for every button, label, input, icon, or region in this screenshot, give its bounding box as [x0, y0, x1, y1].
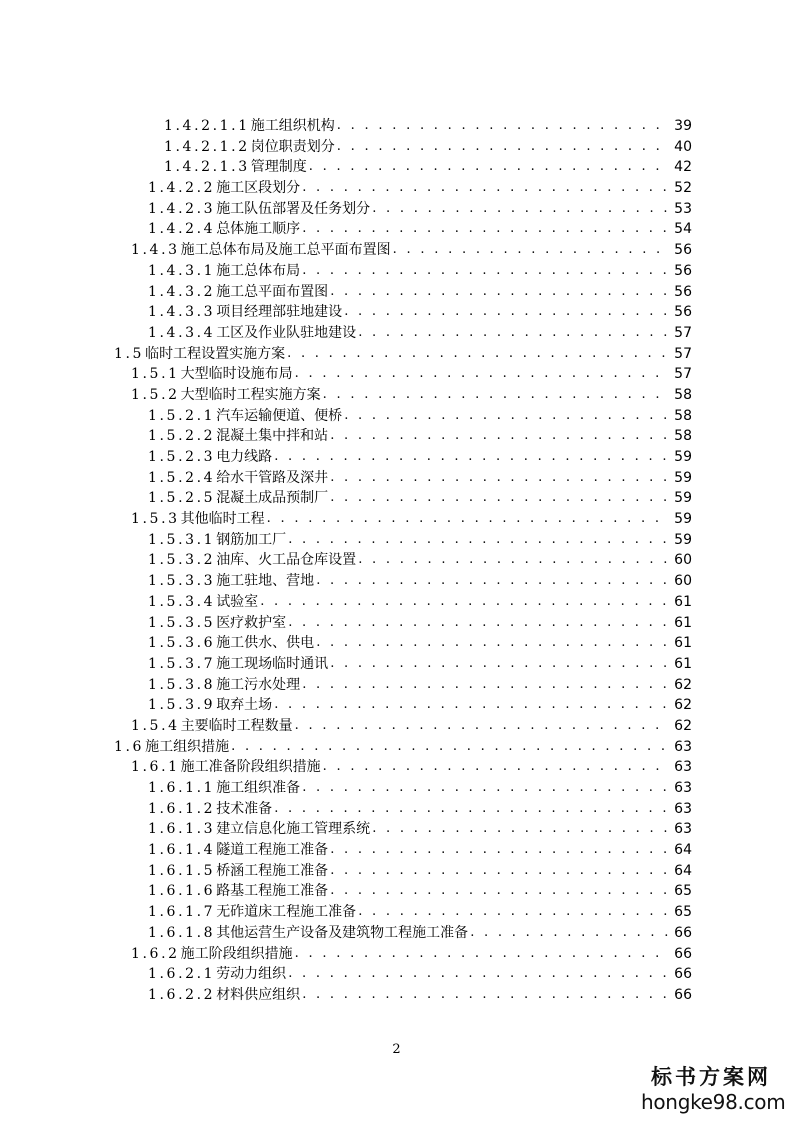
toc-entry[interactable]: [0, 654, 793, 675]
toc-entry-page: 57: [674, 345, 692, 362]
toc-entry-text: [131, 385, 668, 406]
toc-entry[interactable]: [0, 964, 793, 985]
toc-entry-page: 42: [674, 159, 692, 176]
toc-entry-page: 65: [674, 883, 692, 900]
toc-entry-title: 工区及作业队驻地建设: [216, 324, 357, 341]
toc-entry-number: 1.6.1.3: [148, 821, 216, 838]
toc-dot-leader: [337, 116, 668, 137]
toc-entry-text: [148, 447, 668, 468]
toc-dot-leader: [302, 985, 668, 1006]
toc-entry-page: 60: [674, 573, 692, 590]
toc-entry-page: 56: [674, 304, 692, 321]
toc-entry-text: [148, 571, 668, 592]
toc-entry-number: 1.5.3.2: [148, 552, 216, 569]
toc-entry-page: 59: [674, 531, 692, 548]
toc-dot-leader: [316, 571, 668, 592]
toc-dot-leader: [337, 137, 668, 158]
toc-entry[interactable]: [0, 695, 793, 716]
toc-entry-text: [148, 406, 668, 427]
toc-entry-title: 混凝土集中拌和站: [216, 428, 329, 445]
toc-entry-title: 施工供水、供电: [216, 635, 315, 652]
toc-entry-text: [148, 530, 668, 551]
toc-entry[interactable]: [0, 468, 793, 489]
toc-entry-title: 施工队伍部署及任务划分: [216, 200, 371, 217]
toc-entry[interactable]: [0, 509, 793, 530]
toc-entry-number: 1.6.1.4: [148, 842, 216, 859]
toc-entry-title: 施工总体布局: [216, 262, 301, 279]
toc-entry-number: 1.6.2: [131, 945, 180, 962]
toc-entry[interactable]: [0, 840, 793, 861]
toc-entry-number: 1.5.2.5: [148, 490, 216, 507]
toc-entry-page: 40: [674, 138, 692, 155]
toc-entry-number: 1.5.2.1: [148, 407, 216, 424]
toc-entry-title: 项目经理部驻地建设: [216, 304, 343, 321]
toc-dot-leader: [344, 302, 668, 323]
toc-entry-text: [131, 509, 668, 530]
toc-entry-number: 1.5.3: [131, 511, 180, 528]
toc-entry-number: 1.5.3.5: [148, 614, 216, 631]
toc-entry-text: [148, 985, 668, 1006]
toc-entry[interactable]: [0, 633, 793, 654]
toc-entry[interactable]: [0, 261, 793, 282]
toc-dot-leader: [274, 695, 668, 716]
toc-entry[interactable]: [0, 385, 793, 406]
site-watermark: [641, 1064, 786, 1114]
toc-entry-text: [148, 550, 668, 571]
toc-entry-page: 61: [674, 614, 692, 631]
toc-entry-text: [131, 364, 668, 385]
toc-entry[interactable]: [0, 302, 793, 323]
toc-entry-text: [148, 881, 668, 902]
toc-dot-leader: [288, 613, 668, 634]
toc-dot-leader: [288, 964, 668, 985]
toc-entry-title: 桥涵工程施工准备: [216, 862, 329, 879]
toc-dot-leader: [295, 944, 668, 965]
toc-entry-page: 60: [674, 552, 692, 569]
toc-dot-leader: [302, 675, 668, 696]
toc-entry-title: 施工组织准备: [216, 780, 301, 796]
toc-dot-leader: [330, 654, 668, 675]
page-number: 2: [392, 1042, 401, 1057]
toc-dot-leader: [330, 468, 668, 489]
toc-entry[interactable]: [0, 219, 793, 240]
toc-entry-number: 1.4.2.4: [148, 221, 216, 238]
toc-entry-text: [148, 861, 668, 882]
toc-entry-number: 1.6.1.2: [148, 800, 216, 817]
toc-dot-leader: [358, 323, 668, 344]
toc-entry-page: 66: [674, 986, 692, 1003]
toc-entry-page: 54: [674, 221, 692, 238]
toc-entry-page: 64: [674, 842, 692, 859]
toc-entry-page: 61: [674, 635, 692, 652]
toc-entry-text: [114, 344, 668, 365]
toc-entry[interactable]: [0, 778, 793, 799]
toc-entry[interactable]: [0, 861, 793, 882]
toc-entry-title: 材料供应组织: [216, 986, 301, 1003]
toc-entry-number: 1.5.4: [131, 717, 180, 734]
toc-entry-page: 52: [674, 180, 692, 197]
toc-entry-page: 58: [674, 407, 692, 424]
toc-entry-title: 施工总平面布置图: [216, 283, 329, 300]
toc-entry-number: 1.5.3.9: [148, 697, 216, 714]
toc-entry-number: 1.5.3.1: [148, 531, 216, 548]
toc-dot-leader: [287, 344, 668, 365]
toc-entry-number: 1.6: [114, 738, 145, 755]
toc-entry-text: [148, 323, 668, 344]
toc-entry[interactable]: [0, 799, 793, 820]
toc-entry[interactable]: [0, 923, 793, 944]
toc-entry-text: [148, 778, 668, 799]
toc-entry-page: 58: [674, 386, 692, 403]
toc-entry-text: [131, 716, 668, 737]
toc-entry-page: 66: [674, 945, 692, 962]
toc-entry[interactable]: [0, 116, 793, 137]
toc-entry-text: [148, 840, 668, 861]
toc-dot-leader: [372, 199, 668, 220]
toc-entry-number: 1.5.2.2: [148, 428, 216, 445]
toc-entry-text: [148, 695, 668, 716]
toc-entry-title: 主要临时工程数量: [180, 717, 293, 734]
watermark-url: hongke98.com: [641, 1090, 786, 1114]
toc-entry-number: 1.4.2.3: [148, 200, 216, 217]
toc-dot-leader: [260, 592, 668, 613]
toc-dot-leader: [330, 840, 668, 861]
toc-entry[interactable]: [0, 426, 793, 447]
toc-entry-page: 57: [674, 324, 692, 341]
toc-dot-leader: [267, 509, 668, 530]
toc-entry-number: 1.4.2.1.1: [164, 118, 250, 134]
toc-entry-title: 其他运营生产设备及建筑物工程施工准备: [216, 924, 469, 941]
toc-entry-title: 施工驻地、营地: [216, 573, 315, 590]
toc-entry-title: 给水干管路及深井: [216, 469, 329, 486]
toc-dot-leader: [274, 447, 668, 468]
toc-entry-title: 取弃土场: [216, 697, 273, 714]
toc-entry-title: 建立信息化施工管理系统: [216, 821, 371, 838]
toc-entry-title: 钢筋加工厂: [216, 531, 287, 548]
toc-entry-page: 65: [674, 904, 692, 921]
toc-entry-text: [148, 282, 668, 303]
toc-entry-title: 大型临时设施布局: [180, 366, 293, 383]
toc-dot-leader: [330, 282, 668, 303]
toc-entry-title: 施工准备阶段组织措施: [180, 759, 321, 776]
toc-entry-text: [148, 219, 668, 240]
toc-entry-page: 59: [674, 490, 692, 507]
toc-entry-text: [148, 468, 668, 489]
toc-entry-number: 1.5.3.4: [148, 593, 216, 610]
toc-entry-page: 59: [674, 449, 692, 465]
toc-entry-page: 56: [674, 242, 692, 259]
toc-dot-leader: [316, 633, 668, 654]
toc-entry-number: 1.6.2.1: [148, 966, 216, 983]
toc-entry-page: 61: [674, 593, 692, 610]
toc-entry-number: 1.4.3.1: [148, 262, 216, 279]
toc-dot-leader: [295, 364, 668, 385]
toc-entry-number: 1.6.1: [131, 759, 180, 776]
toc-entry-number: 1.5: [114, 345, 145, 362]
toc-entry-text: [164, 157, 668, 178]
toc-entry-text: [148, 799, 668, 820]
toc-entry-number: 1.5.1: [131, 366, 180, 383]
toc-entry[interactable]: [0, 550, 793, 571]
toc-entry-title: 电力线路: [216, 449, 273, 465]
toc-entry-title: 汽车运输便道、便桥: [216, 407, 343, 424]
toc-dot-leader: [330, 488, 668, 509]
toc-entry[interactable]: [0, 137, 793, 158]
toc-entry[interactable]: [0, 757, 793, 778]
toc-entry-text: [148, 923, 668, 944]
toc-dot-leader: [302, 261, 668, 282]
toc-entry-text: [148, 261, 668, 282]
toc-entry[interactable]: [0, 592, 793, 613]
toc-entry-text: [148, 902, 668, 923]
toc-entry-number: 1.6.1.6: [148, 883, 216, 900]
toc-entry-title: 总体施工顺序: [216, 221, 301, 238]
toc-entry-number: 1.6.1.1: [148, 780, 216, 796]
toc-entry-page: 63: [674, 738, 692, 755]
toc-entry-text: [131, 240, 668, 261]
toc-entry-number: 1.6.2.2: [148, 986, 216, 1003]
toc-entry-page: 63: [674, 780, 692, 796]
toc-dot-leader: [309, 157, 668, 178]
toc-entry[interactable]: [0, 613, 793, 634]
toc-entry-text: [164, 137, 668, 158]
toc-entry-title: 医疗救护室: [216, 614, 287, 631]
toc-entry-page: 63: [674, 800, 692, 817]
toc-entry[interactable]: [0, 157, 793, 178]
toc-entry-page: 62: [674, 717, 692, 734]
toc-entry-page: 59: [674, 511, 692, 528]
toc-entry-number: 1.5.2: [131, 386, 180, 403]
toc-entry[interactable]: [0, 571, 793, 592]
toc-entry[interactable]: [0, 364, 793, 385]
toc-dot-leader: [274, 799, 668, 820]
toc-entry[interactable]: [0, 447, 793, 468]
toc-dot-leader: [330, 881, 668, 902]
toc-entry-page: 39: [674, 118, 692, 134]
toc-entry-title: 临时工程设置实施方案: [145, 345, 286, 362]
toc-entry-number: 1.4.3.4: [148, 324, 216, 341]
toc-entry-title: 岗位职责划分: [250, 138, 335, 155]
toc-entry-text: [148, 964, 668, 985]
toc-entry-title: 施工总体布局及施工总平面布置图: [180, 242, 391, 259]
toc-entry[interactable]: [0, 675, 793, 696]
toc-entry-page: 56: [674, 262, 692, 279]
toc-entry-number: 1.4.3: [131, 242, 180, 259]
toc-entry-title: 管理制度: [250, 159, 307, 176]
toc-entry[interactable]: [0, 344, 793, 365]
toc-entry-number: 1.6.1.5: [148, 862, 216, 879]
toc-entry[interactable]: [0, 406, 793, 427]
toc-entry-text: [148, 613, 668, 634]
toc-entry-title: 其他临时工程: [180, 511, 265, 528]
toc-entry-number: 1.5.3.6: [148, 635, 216, 652]
toc-entry-text: [148, 488, 668, 509]
watermark-title: 标书方案网: [651, 1065, 771, 1089]
toc-entry-title: 施工污水处理: [216, 676, 301, 693]
toc-entry-number: 1.4.3.3: [148, 304, 216, 321]
toc-entry-number: 1.5.2.4: [148, 469, 216, 486]
toc-entry[interactable]: [0, 282, 793, 303]
toc-entry-number: 1.6.1.7: [148, 904, 216, 921]
toc-dot-leader: [358, 902, 668, 923]
toc-entry[interactable]: [0, 819, 793, 840]
toc-entry[interactable]: [0, 944, 793, 965]
toc-entry-text: [148, 592, 668, 613]
toc-entry-text: [131, 944, 668, 965]
toc-entry[interactable]: [0, 240, 793, 261]
toc-entry-title: 无砟道床工程施工准备: [216, 904, 357, 921]
toc-entry-text: [148, 302, 668, 323]
toc-entry-text: [164, 116, 668, 137]
toc-entry-title: 混凝土成品预制厂: [216, 490, 329, 507]
toc-entry-page: 61: [674, 655, 692, 672]
toc-entry[interactable]: [0, 985, 793, 1006]
toc-entry[interactable]: [0, 716, 793, 737]
toc-entry-page: 64: [674, 862, 692, 879]
toc-entry-title: 劳动力组织: [216, 966, 287, 983]
toc-entry-page: 63: [674, 821, 692, 838]
toc-dot-leader: [393, 240, 668, 261]
toc-entry-title: 施工区段划分: [216, 180, 301, 197]
toc-entry[interactable]: [0, 199, 793, 220]
toc-entry-text: [148, 654, 668, 675]
toc-entry-number: 1.5.3.8: [148, 676, 216, 693]
toc-entry-number: 1.6.1.8: [148, 924, 216, 941]
toc-entry-text: [148, 199, 668, 220]
toc-entry-text: [148, 426, 668, 447]
toc-entry-number: 1.5.3.3: [148, 573, 216, 590]
toc-entry-number: 1.5.2.3: [148, 449, 216, 465]
toc-entry-title: 施工阶段组织措施: [180, 945, 293, 962]
toc-dot-leader: [288, 530, 668, 551]
toc-entry-page: 66: [674, 966, 692, 983]
toc-dot-leader: [302, 219, 668, 240]
toc-entry-title: 隧道工程施工准备: [216, 842, 329, 859]
toc-entry-number: 1.5.3.7: [148, 655, 216, 672]
toc-entry-title: 试验室: [216, 593, 259, 610]
toc-entry-text: [131, 757, 668, 778]
toc-entry-page: 62: [674, 697, 692, 714]
toc-dot-leader: [372, 819, 668, 840]
toc-entry[interactable]: [0, 488, 793, 509]
toc-entry-number: 1.4.2.2: [148, 180, 216, 197]
toc-dot-leader: [295, 716, 668, 737]
toc-dot-leader: [330, 861, 668, 882]
toc-entry[interactable]: [0, 530, 793, 551]
toc-entry-page: 53: [674, 200, 692, 217]
toc-entry-title: 施工组织措施: [145, 738, 230, 755]
toc-entry-text: [148, 633, 668, 654]
toc-entry[interactable]: [0, 737, 793, 758]
toc-entry-page: 62: [674, 676, 692, 693]
toc-entry-number: 1.4.2.1.3: [164, 159, 250, 176]
toc-entry-text: [148, 819, 668, 840]
toc-entry-title: 路基工程施工准备: [216, 883, 329, 900]
toc-dot-leader: [330, 426, 668, 447]
toc-entry-page: 56: [674, 283, 692, 300]
toc-entry-text: [148, 178, 668, 199]
toc-entry-page: 63: [674, 759, 692, 776]
toc-entry-title: 施工现场临时通讯: [216, 655, 329, 672]
toc-entry-text: [114, 737, 668, 758]
toc-entry-page: 57: [674, 366, 692, 383]
toc-dot-leader: [344, 406, 668, 427]
toc-dot-leader: [323, 757, 668, 778]
toc-dot-leader: [358, 550, 668, 571]
toc-entry-number: 1.4.3.2: [148, 283, 216, 300]
toc-entry[interactable]: [0, 323, 793, 344]
toc-entry[interactable]: [0, 902, 793, 923]
toc-entry[interactable]: [0, 178, 793, 199]
toc-dot-leader: [470, 923, 668, 944]
toc-dot-leader: [302, 778, 668, 799]
toc-entry-title: 技术准备: [216, 800, 273, 817]
toc-entry-page: 59: [674, 469, 692, 486]
toc-entry-text: [148, 675, 668, 696]
toc-dot-leader: [323, 385, 668, 406]
toc-entry-title: 油库、火工品仓库设置: [216, 552, 357, 569]
toc-entry-number: 1.4.2.1.2: [164, 138, 250, 155]
toc-dot-leader: [231, 737, 668, 758]
toc-entry-title: 大型临时工程实施方案: [180, 386, 321, 403]
toc-entry-page: 66: [674, 924, 692, 941]
toc-dot-leader: [302, 178, 668, 199]
table-of-contents: [0, 116, 793, 1006]
toc-entry-page: 58: [674, 428, 692, 445]
toc-entry-title: 施工组织机构: [250, 118, 335, 134]
toc-entry[interactable]: [0, 881, 793, 902]
